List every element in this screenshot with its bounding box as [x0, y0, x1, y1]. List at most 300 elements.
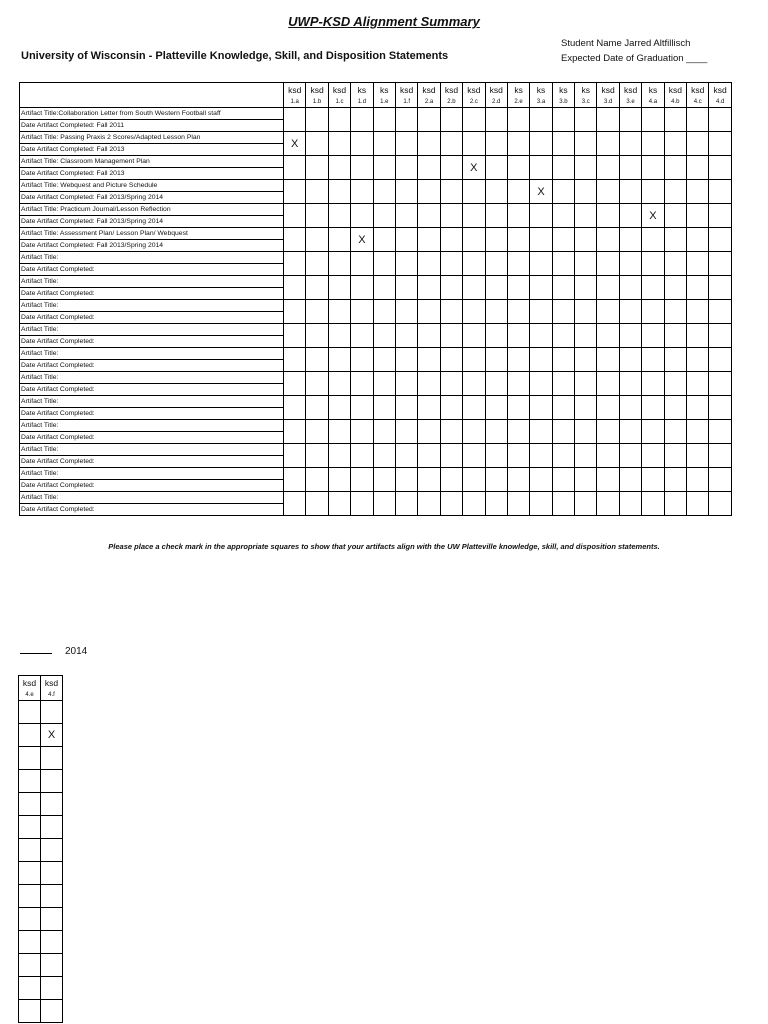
alignment-checkbox-cell[interactable] — [485, 108, 507, 132]
alignment-checkbox-cell[interactable] — [552, 132, 574, 156]
overflow-checkbox-cell[interactable] — [41, 885, 63, 908]
alignment-checkbox-cell[interactable] — [664, 276, 686, 300]
alignment-checkbox-cell[interactable] — [351, 132, 373, 156]
alignment-checkbox-cell[interactable] — [485, 156, 507, 180]
alignment-checkbox-cell[interactable] — [328, 180, 350, 204]
alignment-checkbox-cell[interactable] — [373, 228, 395, 252]
alignment-checkbox-cell[interactable] — [619, 444, 641, 468]
alignment-checkbox-cell[interactable] — [642, 348, 664, 372]
artifact-title[interactable]: Artifact Title: Passing Praxis 2 Scores/Adapted Lesson Plan — [20, 132, 284, 144]
alignment-checkbox-cell[interactable] — [619, 132, 641, 156]
alignment-checkbox-cell[interactable] — [619, 468, 641, 492]
alignment-checkbox-cell[interactable] — [575, 468, 597, 492]
alignment-checkbox-cell[interactable] — [687, 300, 709, 324]
overflow-checkbox-cell[interactable] — [41, 908, 63, 931]
overflow-checkbox-cell[interactable] — [41, 816, 63, 839]
alignment-checkbox-cell[interactable] — [664, 468, 686, 492]
alignment-checkbox-cell[interactable] — [709, 420, 731, 444]
alignment-checkbox-cell[interactable] — [395, 324, 417, 348]
overflow-checkbox-cell[interactable] — [41, 954, 63, 977]
alignment-checkbox-cell[interactable] — [552, 252, 574, 276]
alignment-checkbox-cell[interactable] — [507, 252, 529, 276]
alignment-checkbox-cell[interactable] — [575, 180, 597, 204]
alignment-checkbox-cell[interactable] — [687, 492, 709, 516]
alignment-checkbox-cell[interactable] — [485, 276, 507, 300]
alignment-checkbox-cell[interactable] — [463, 276, 485, 300]
alignment-checkbox-cell[interactable] — [418, 276, 440, 300]
alignment-checkbox-cell[interactable] — [395, 444, 417, 468]
alignment-checkbox-cell[interactable] — [530, 204, 552, 228]
alignment-checkbox-cell[interactable] — [597, 252, 619, 276]
artifact-date[interactable]: Date Artifact Completed: Fall 2013/Spring 2014 — [20, 192, 284, 204]
alignment-checkbox-cell[interactable] — [284, 492, 306, 516]
alignment-checkbox-cell[interactable] — [418, 444, 440, 468]
alignment-checkbox-cell[interactable] — [664, 372, 686, 396]
alignment-checkbox-cell[interactable] — [395, 468, 417, 492]
alignment-checkbox-cell[interactable] — [619, 372, 641, 396]
alignment-checkbox-cell[interactable] — [642, 372, 664, 396]
alignment-checkbox-cell[interactable] — [306, 204, 328, 228]
alignment-checkbox-cell[interactable] — [418, 108, 440, 132]
alignment-checkbox-cell[interactable] — [597, 492, 619, 516]
alignment-checkbox-cell[interactable] — [328, 444, 350, 468]
overflow-checkbox-cell[interactable] — [19, 908, 41, 931]
alignment-checkbox-cell[interactable] — [284, 396, 306, 420]
alignment-checkbox-cell[interactable] — [642, 108, 664, 132]
alignment-checkbox-cell[interactable] — [351, 324, 373, 348]
artifact-date[interactable]: Date Artifact Completed: Fall 2011 — [20, 120, 284, 132]
alignment-checkbox-cell[interactable] — [440, 204, 462, 228]
alignment-checkbox-cell[interactable] — [642, 252, 664, 276]
alignment-checkbox-cell[interactable] — [373, 204, 395, 228]
artifact-title[interactable]: Artifact Title:Collaboration Letter from South Western Football staff — [20, 108, 284, 120]
artifact-title[interactable]: Artifact Title: — [20, 420, 284, 432]
alignment-checkbox-cell[interactable] — [284, 228, 306, 252]
alignment-checkbox-cell[interactable] — [530, 132, 552, 156]
alignment-checkbox-cell[interactable] — [664, 300, 686, 324]
artifact-title[interactable]: Artifact Title: — [20, 468, 284, 480]
artifact-title[interactable]: Artifact Title: — [20, 372, 284, 384]
alignment-checkbox-cell[interactable] — [709, 156, 731, 180]
alignment-checkbox-cell[interactable] — [351, 372, 373, 396]
alignment-checkbox-cell[interactable] — [597, 204, 619, 228]
alignment-checkbox-cell[interactable] — [418, 348, 440, 372]
alignment-checkbox-cell[interactable] — [507, 132, 529, 156]
alignment-checkbox-cell[interactable] — [530, 372, 552, 396]
alignment-checkbox-cell[interactable] — [664, 444, 686, 468]
alignment-checkbox-cell[interactable]: X — [530, 180, 552, 204]
alignment-checkbox-cell[interactable] — [552, 204, 574, 228]
alignment-checkbox-cell[interactable] — [284, 204, 306, 228]
alignment-checkbox-cell[interactable] — [619, 180, 641, 204]
alignment-checkbox-cell[interactable] — [440, 156, 462, 180]
alignment-checkbox-cell[interactable] — [373, 180, 395, 204]
overflow-checkbox-cell[interactable] — [19, 793, 41, 816]
alignment-checkbox-cell[interactable] — [664, 204, 686, 228]
alignment-checkbox-cell[interactable] — [284, 252, 306, 276]
alignment-checkbox-cell[interactable] — [530, 492, 552, 516]
alignment-checkbox-cell[interactable] — [597, 372, 619, 396]
alignment-checkbox-cell[interactable] — [395, 228, 417, 252]
alignment-checkbox-cell[interactable] — [619, 492, 641, 516]
alignment-checkbox-cell[interactable] — [328, 108, 350, 132]
artifact-title[interactable]: Artifact Title: — [20, 276, 284, 288]
alignment-checkbox-cell[interactable] — [642, 156, 664, 180]
alignment-checkbox-cell[interactable] — [709, 228, 731, 252]
alignment-checkbox-cell[interactable] — [687, 396, 709, 420]
alignment-checkbox-cell[interactable] — [351, 300, 373, 324]
student-name[interactable]: Student Name Jarred Altfillisch — [561, 38, 691, 49]
alignment-checkbox-cell[interactable] — [351, 420, 373, 444]
artifact-date[interactable]: Date Artifact Completed: — [20, 408, 284, 420]
alignment-checkbox-cell[interactable] — [642, 420, 664, 444]
alignment-checkbox-cell[interactable] — [530, 300, 552, 324]
alignment-checkbox-cell[interactable] — [373, 492, 395, 516]
alignment-checkbox-cell[interactable] — [619, 204, 641, 228]
artifact-date[interactable]: Date Artifact Completed: — [20, 288, 284, 300]
alignment-checkbox-cell[interactable] — [664, 180, 686, 204]
alignment-checkbox-cell[interactable] — [597, 108, 619, 132]
alignment-checkbox-cell[interactable] — [552, 156, 574, 180]
alignment-checkbox-cell[interactable] — [687, 180, 709, 204]
artifact-title[interactable]: Artifact Title: — [20, 444, 284, 456]
alignment-checkbox-cell[interactable] — [328, 492, 350, 516]
alignment-checkbox-cell[interactable] — [507, 276, 529, 300]
alignment-checkbox-cell[interactable] — [552, 108, 574, 132]
alignment-checkbox-cell[interactable] — [395, 180, 417, 204]
overflow-checkbox-cell[interactable] — [41, 793, 63, 816]
artifact-title[interactable]: Artifact Title: — [20, 300, 284, 312]
alignment-checkbox-cell[interactable] — [485, 252, 507, 276]
alignment-checkbox-cell[interactable]: X — [642, 204, 664, 228]
alignment-checkbox-cell[interactable] — [575, 300, 597, 324]
alignment-checkbox-cell[interactable] — [306, 396, 328, 420]
alignment-checkbox-cell[interactable] — [418, 300, 440, 324]
alignment-checkbox-cell[interactable] — [575, 444, 597, 468]
alignment-checkbox-cell[interactable] — [507, 348, 529, 372]
alignment-checkbox-cell[interactable] — [284, 156, 306, 180]
alignment-checkbox-cell[interactable] — [507, 300, 529, 324]
alignment-checkbox-cell[interactable] — [575, 348, 597, 372]
alignment-checkbox-cell[interactable] — [373, 252, 395, 276]
alignment-checkbox-cell[interactable] — [351, 108, 373, 132]
alignment-checkbox-cell[interactable] — [687, 372, 709, 396]
alignment-checkbox-cell[interactable] — [619, 156, 641, 180]
alignment-checkbox-cell[interactable] — [328, 276, 350, 300]
alignment-checkbox-cell[interactable] — [597, 420, 619, 444]
alignment-checkbox-cell[interactable] — [552, 180, 574, 204]
alignment-checkbox-cell[interactable] — [440, 468, 462, 492]
alignment-checkbox-cell[interactable] — [440, 300, 462, 324]
alignment-checkbox-cell[interactable] — [530, 444, 552, 468]
alignment-checkbox-cell[interactable] — [664, 348, 686, 372]
alignment-checkbox-cell[interactable] — [306, 468, 328, 492]
alignment-checkbox-cell[interactable] — [284, 444, 306, 468]
alignment-checkbox-cell[interactable] — [552, 396, 574, 420]
artifact-date[interactable]: Date Artifact Completed: Fall 2013/Spring 2014 — [20, 216, 284, 228]
overflow-checkbox-cell[interactable]: X — [41, 724, 63, 747]
alignment-checkbox-cell[interactable] — [351, 492, 373, 516]
alignment-checkbox-cell[interactable] — [463, 444, 485, 468]
alignment-checkbox-cell[interactable] — [351, 348, 373, 372]
overflow-checkbox-cell[interactable] — [19, 701, 41, 724]
alignment-checkbox-cell[interactable] — [619, 324, 641, 348]
alignment-checkbox-cell[interactable] — [507, 180, 529, 204]
alignment-checkbox-cell[interactable] — [642, 228, 664, 252]
alignment-checkbox-cell[interactable] — [664, 228, 686, 252]
alignment-checkbox-cell[interactable] — [440, 492, 462, 516]
alignment-checkbox-cell[interactable] — [709, 444, 731, 468]
alignment-checkbox-cell[interactable] — [619, 396, 641, 420]
alignment-checkbox-cell[interactable] — [687, 228, 709, 252]
alignment-checkbox-cell[interactable] — [328, 204, 350, 228]
alignment-checkbox-cell[interactable] — [463, 108, 485, 132]
alignment-checkbox-cell[interactable] — [463, 420, 485, 444]
alignment-checkbox-cell[interactable] — [463, 180, 485, 204]
alignment-checkbox-cell[interactable] — [530, 108, 552, 132]
alignment-checkbox-cell[interactable] — [351, 396, 373, 420]
alignment-checkbox-cell[interactable] — [709, 468, 731, 492]
alignment-checkbox-cell[interactable] — [306, 300, 328, 324]
alignment-checkbox-cell[interactable] — [328, 348, 350, 372]
overflow-checkbox-cell[interactable] — [19, 977, 41, 1000]
alignment-checkbox-cell[interactable] — [373, 348, 395, 372]
alignment-checkbox-cell[interactable] — [485, 204, 507, 228]
alignment-checkbox-cell[interactable] — [440, 420, 462, 444]
alignment-checkbox-cell[interactable] — [351, 204, 373, 228]
alignment-checkbox-cell[interactable] — [284, 372, 306, 396]
alignment-checkbox-cell[interactable] — [440, 252, 462, 276]
alignment-checkbox-cell[interactable] — [395, 348, 417, 372]
alignment-checkbox-cell[interactable] — [418, 180, 440, 204]
alignment-checkbox-cell[interactable] — [709, 132, 731, 156]
alignment-checkbox-cell[interactable] — [440, 372, 462, 396]
alignment-checkbox-cell[interactable] — [507, 204, 529, 228]
alignment-checkbox-cell[interactable] — [507, 372, 529, 396]
alignment-checkbox-cell[interactable] — [440, 132, 462, 156]
alignment-checkbox-cell[interactable] — [306, 156, 328, 180]
alignment-checkbox-cell[interactable] — [395, 420, 417, 444]
alignment-checkbox-cell[interactable] — [619, 300, 641, 324]
overflow-checkbox-cell[interactable] — [41, 1000, 63, 1023]
alignment-checkbox-cell[interactable] — [597, 396, 619, 420]
alignment-checkbox-cell[interactable] — [507, 228, 529, 252]
alignment-checkbox-cell[interactable] — [395, 108, 417, 132]
alignment-checkbox-cell[interactable] — [642, 396, 664, 420]
alignment-checkbox-cell[interactable] — [575, 396, 597, 420]
alignment-checkbox-cell[interactable] — [395, 252, 417, 276]
alignment-checkbox-cell[interactable] — [306, 324, 328, 348]
alignment-checkbox-cell[interactable] — [440, 180, 462, 204]
artifact-title[interactable]: Artifact Title: — [20, 348, 284, 360]
alignment-checkbox-cell[interactable] — [306, 180, 328, 204]
alignment-checkbox-cell[interactable] — [463, 396, 485, 420]
alignment-checkbox-cell[interactable] — [485, 396, 507, 420]
alignment-checkbox-cell[interactable] — [351, 276, 373, 300]
alignment-checkbox-cell[interactable] — [664, 492, 686, 516]
alignment-checkbox-cell[interactable] — [284, 348, 306, 372]
alignment-checkbox-cell[interactable] — [709, 492, 731, 516]
overflow-checkbox-cell[interactable] — [41, 862, 63, 885]
artifact-date[interactable]: Date Artifact Completed: — [20, 432, 284, 444]
alignment-checkbox-cell[interactable] — [575, 324, 597, 348]
alignment-checkbox-cell[interactable] — [351, 156, 373, 180]
alignment-checkbox-cell[interactable] — [440, 276, 462, 300]
alignment-checkbox-cell[interactable] — [709, 348, 731, 372]
alignment-checkbox-cell[interactable] — [687, 324, 709, 348]
alignment-checkbox-cell[interactable] — [552, 228, 574, 252]
artifact-date[interactable]: Date Artifact Completed: — [20, 312, 284, 324]
alignment-checkbox-cell[interactable] — [530, 420, 552, 444]
alignment-checkbox-cell[interactable] — [552, 492, 574, 516]
alignment-checkbox-cell[interactable] — [642, 300, 664, 324]
alignment-checkbox-cell[interactable] — [485, 324, 507, 348]
alignment-checkbox-cell[interactable] — [284, 276, 306, 300]
overflow-checkbox-cell[interactable] — [41, 839, 63, 862]
alignment-checkbox-cell[interactable] — [328, 228, 350, 252]
alignment-checkbox-cell[interactable] — [597, 132, 619, 156]
alignment-checkbox-cell[interactable] — [687, 444, 709, 468]
overflow-checkbox-cell[interactable] — [19, 931, 41, 954]
alignment-checkbox-cell[interactable] — [642, 180, 664, 204]
alignment-checkbox-cell[interactable] — [552, 468, 574, 492]
overflow-checkbox-cell[interactable] — [41, 770, 63, 793]
artifact-title[interactable]: Artifact Title: — [20, 396, 284, 408]
alignment-checkbox-cell[interactable] — [373, 468, 395, 492]
alignment-checkbox-cell[interactable] — [507, 108, 529, 132]
alignment-checkbox-cell[interactable] — [418, 132, 440, 156]
alignment-checkbox-cell[interactable] — [463, 348, 485, 372]
alignment-checkbox-cell[interactable] — [687, 156, 709, 180]
graduation-date[interactable]: Expected Date of Graduation ____ — [561, 53, 708, 64]
alignment-checkbox-cell[interactable]: X — [463, 156, 485, 180]
alignment-checkbox-cell[interactable] — [373, 444, 395, 468]
artifact-date[interactable]: Date Artifact Completed: Fall 2013 — [20, 144, 284, 156]
alignment-checkbox-cell[interactable] — [575, 108, 597, 132]
alignment-checkbox-cell[interactable] — [664, 420, 686, 444]
alignment-checkbox-cell[interactable] — [463, 468, 485, 492]
alignment-checkbox-cell[interactable] — [709, 252, 731, 276]
alignment-checkbox-cell[interactable] — [373, 300, 395, 324]
alignment-checkbox-cell[interactable] — [418, 252, 440, 276]
alignment-checkbox-cell[interactable] — [440, 324, 462, 348]
alignment-checkbox-cell[interactable] — [552, 324, 574, 348]
alignment-checkbox-cell[interactable] — [597, 276, 619, 300]
alignment-checkbox-cell[interactable] — [575, 204, 597, 228]
alignment-checkbox-cell[interactable] — [395, 300, 417, 324]
alignment-checkbox-cell[interactable] — [373, 108, 395, 132]
alignment-checkbox-cell[interactable] — [642, 492, 664, 516]
alignment-checkbox-cell[interactable] — [687, 132, 709, 156]
artifact-title[interactable]: Artifact Title: — [20, 324, 284, 336]
alignment-checkbox-cell[interactable] — [463, 132, 485, 156]
alignment-checkbox-cell[interactable] — [575, 252, 597, 276]
alignment-checkbox-cell[interactable] — [530, 276, 552, 300]
alignment-checkbox-cell[interactable] — [575, 492, 597, 516]
alignment-checkbox-cell[interactable] — [395, 132, 417, 156]
alignment-checkbox-cell[interactable] — [485, 492, 507, 516]
alignment-checkbox-cell[interactable] — [373, 276, 395, 300]
alignment-checkbox-cell[interactable] — [351, 468, 373, 492]
alignment-checkbox-cell[interactable] — [306, 420, 328, 444]
alignment-checkbox-cell[interactable] — [687, 420, 709, 444]
alignment-checkbox-cell[interactable] — [306, 252, 328, 276]
alignment-checkbox-cell[interactable] — [373, 396, 395, 420]
alignment-checkbox-cell[interactable] — [507, 156, 529, 180]
alignment-checkbox-cell[interactable] — [485, 132, 507, 156]
artifact-date[interactable]: Date Artifact Completed: — [20, 456, 284, 468]
alignment-checkbox-cell[interactable] — [507, 396, 529, 420]
alignment-checkbox-cell[interactable] — [552, 276, 574, 300]
alignment-checkbox-cell[interactable] — [418, 396, 440, 420]
alignment-checkbox-cell[interactable] — [619, 348, 641, 372]
alignment-checkbox-cell[interactable] — [306, 372, 328, 396]
alignment-checkbox-cell[interactable] — [664, 108, 686, 132]
alignment-checkbox-cell[interactable] — [351, 180, 373, 204]
alignment-checkbox-cell[interactable] — [664, 324, 686, 348]
alignment-checkbox-cell[interactable] — [284, 180, 306, 204]
alignment-checkbox-cell[interactable] — [530, 324, 552, 348]
alignment-checkbox-cell[interactable] — [642, 276, 664, 300]
artifact-date[interactable]: Date Artifact Completed: — [20, 264, 284, 276]
alignment-checkbox-cell[interactable] — [418, 420, 440, 444]
alignment-checkbox-cell[interactable] — [351, 252, 373, 276]
alignment-checkbox-cell[interactable] — [306, 348, 328, 372]
alignment-checkbox-cell[interactable] — [373, 372, 395, 396]
alignment-checkbox-cell[interactable] — [597, 228, 619, 252]
alignment-checkbox-cell[interactable] — [664, 252, 686, 276]
alignment-checkbox-cell[interactable] — [575, 132, 597, 156]
overflow-checkbox-cell[interactable] — [19, 770, 41, 793]
alignment-checkbox-cell[interactable] — [395, 492, 417, 516]
overflow-checkbox-cell[interactable] — [41, 701, 63, 724]
alignment-checkbox-cell[interactable] — [440, 228, 462, 252]
overflow-checkbox-cell[interactable] — [19, 747, 41, 770]
alignment-checkbox-cell[interactable] — [709, 324, 731, 348]
alignment-checkbox-cell[interactable] — [530, 156, 552, 180]
artifact-title[interactable]: Artifact Title: Webquest and Picture Schedule — [20, 180, 284, 192]
alignment-checkbox-cell[interactable] — [284, 300, 306, 324]
alignment-checkbox-cell[interactable] — [328, 420, 350, 444]
alignment-checkbox-cell[interactable] — [575, 372, 597, 396]
alignment-checkbox-cell[interactable] — [619, 420, 641, 444]
alignment-checkbox-cell[interactable] — [328, 468, 350, 492]
alignment-checkbox-cell[interactable] — [709, 180, 731, 204]
alignment-checkbox-cell[interactable] — [351, 444, 373, 468]
alignment-checkbox-cell[interactable] — [709, 396, 731, 420]
alignment-checkbox-cell[interactable] — [440, 444, 462, 468]
alignment-checkbox-cell[interactable] — [597, 180, 619, 204]
alignment-checkbox-cell[interactable] — [418, 156, 440, 180]
alignment-checkbox-cell[interactable] — [619, 252, 641, 276]
alignment-checkbox-cell[interactable] — [709, 276, 731, 300]
alignment-checkbox-cell[interactable] — [642, 444, 664, 468]
alignment-checkbox-cell[interactable] — [306, 444, 328, 468]
alignment-checkbox-cell[interactable] — [440, 348, 462, 372]
alignment-checkbox-cell[interactable] — [418, 468, 440, 492]
artifact-date[interactable]: Date Artifact Completed: — [20, 504, 284, 516]
artifact-title[interactable]: Artifact Title: Classroom Management Plan — [20, 156, 284, 168]
alignment-checkbox-cell[interactable] — [440, 108, 462, 132]
alignment-checkbox-cell[interactable] — [328, 396, 350, 420]
alignment-checkbox-cell[interactable] — [552, 348, 574, 372]
overflow-checkbox-cell[interactable] — [19, 724, 41, 747]
alignment-checkbox-cell[interactable] — [306, 228, 328, 252]
overflow-checkbox-cell[interactable] — [41, 747, 63, 770]
artifact-date[interactable]: Date Artifact Completed: Fall 2013 — [20, 168, 284, 180]
alignment-checkbox-cell[interactable] — [440, 396, 462, 420]
alignment-checkbox-cell[interactable] — [597, 300, 619, 324]
